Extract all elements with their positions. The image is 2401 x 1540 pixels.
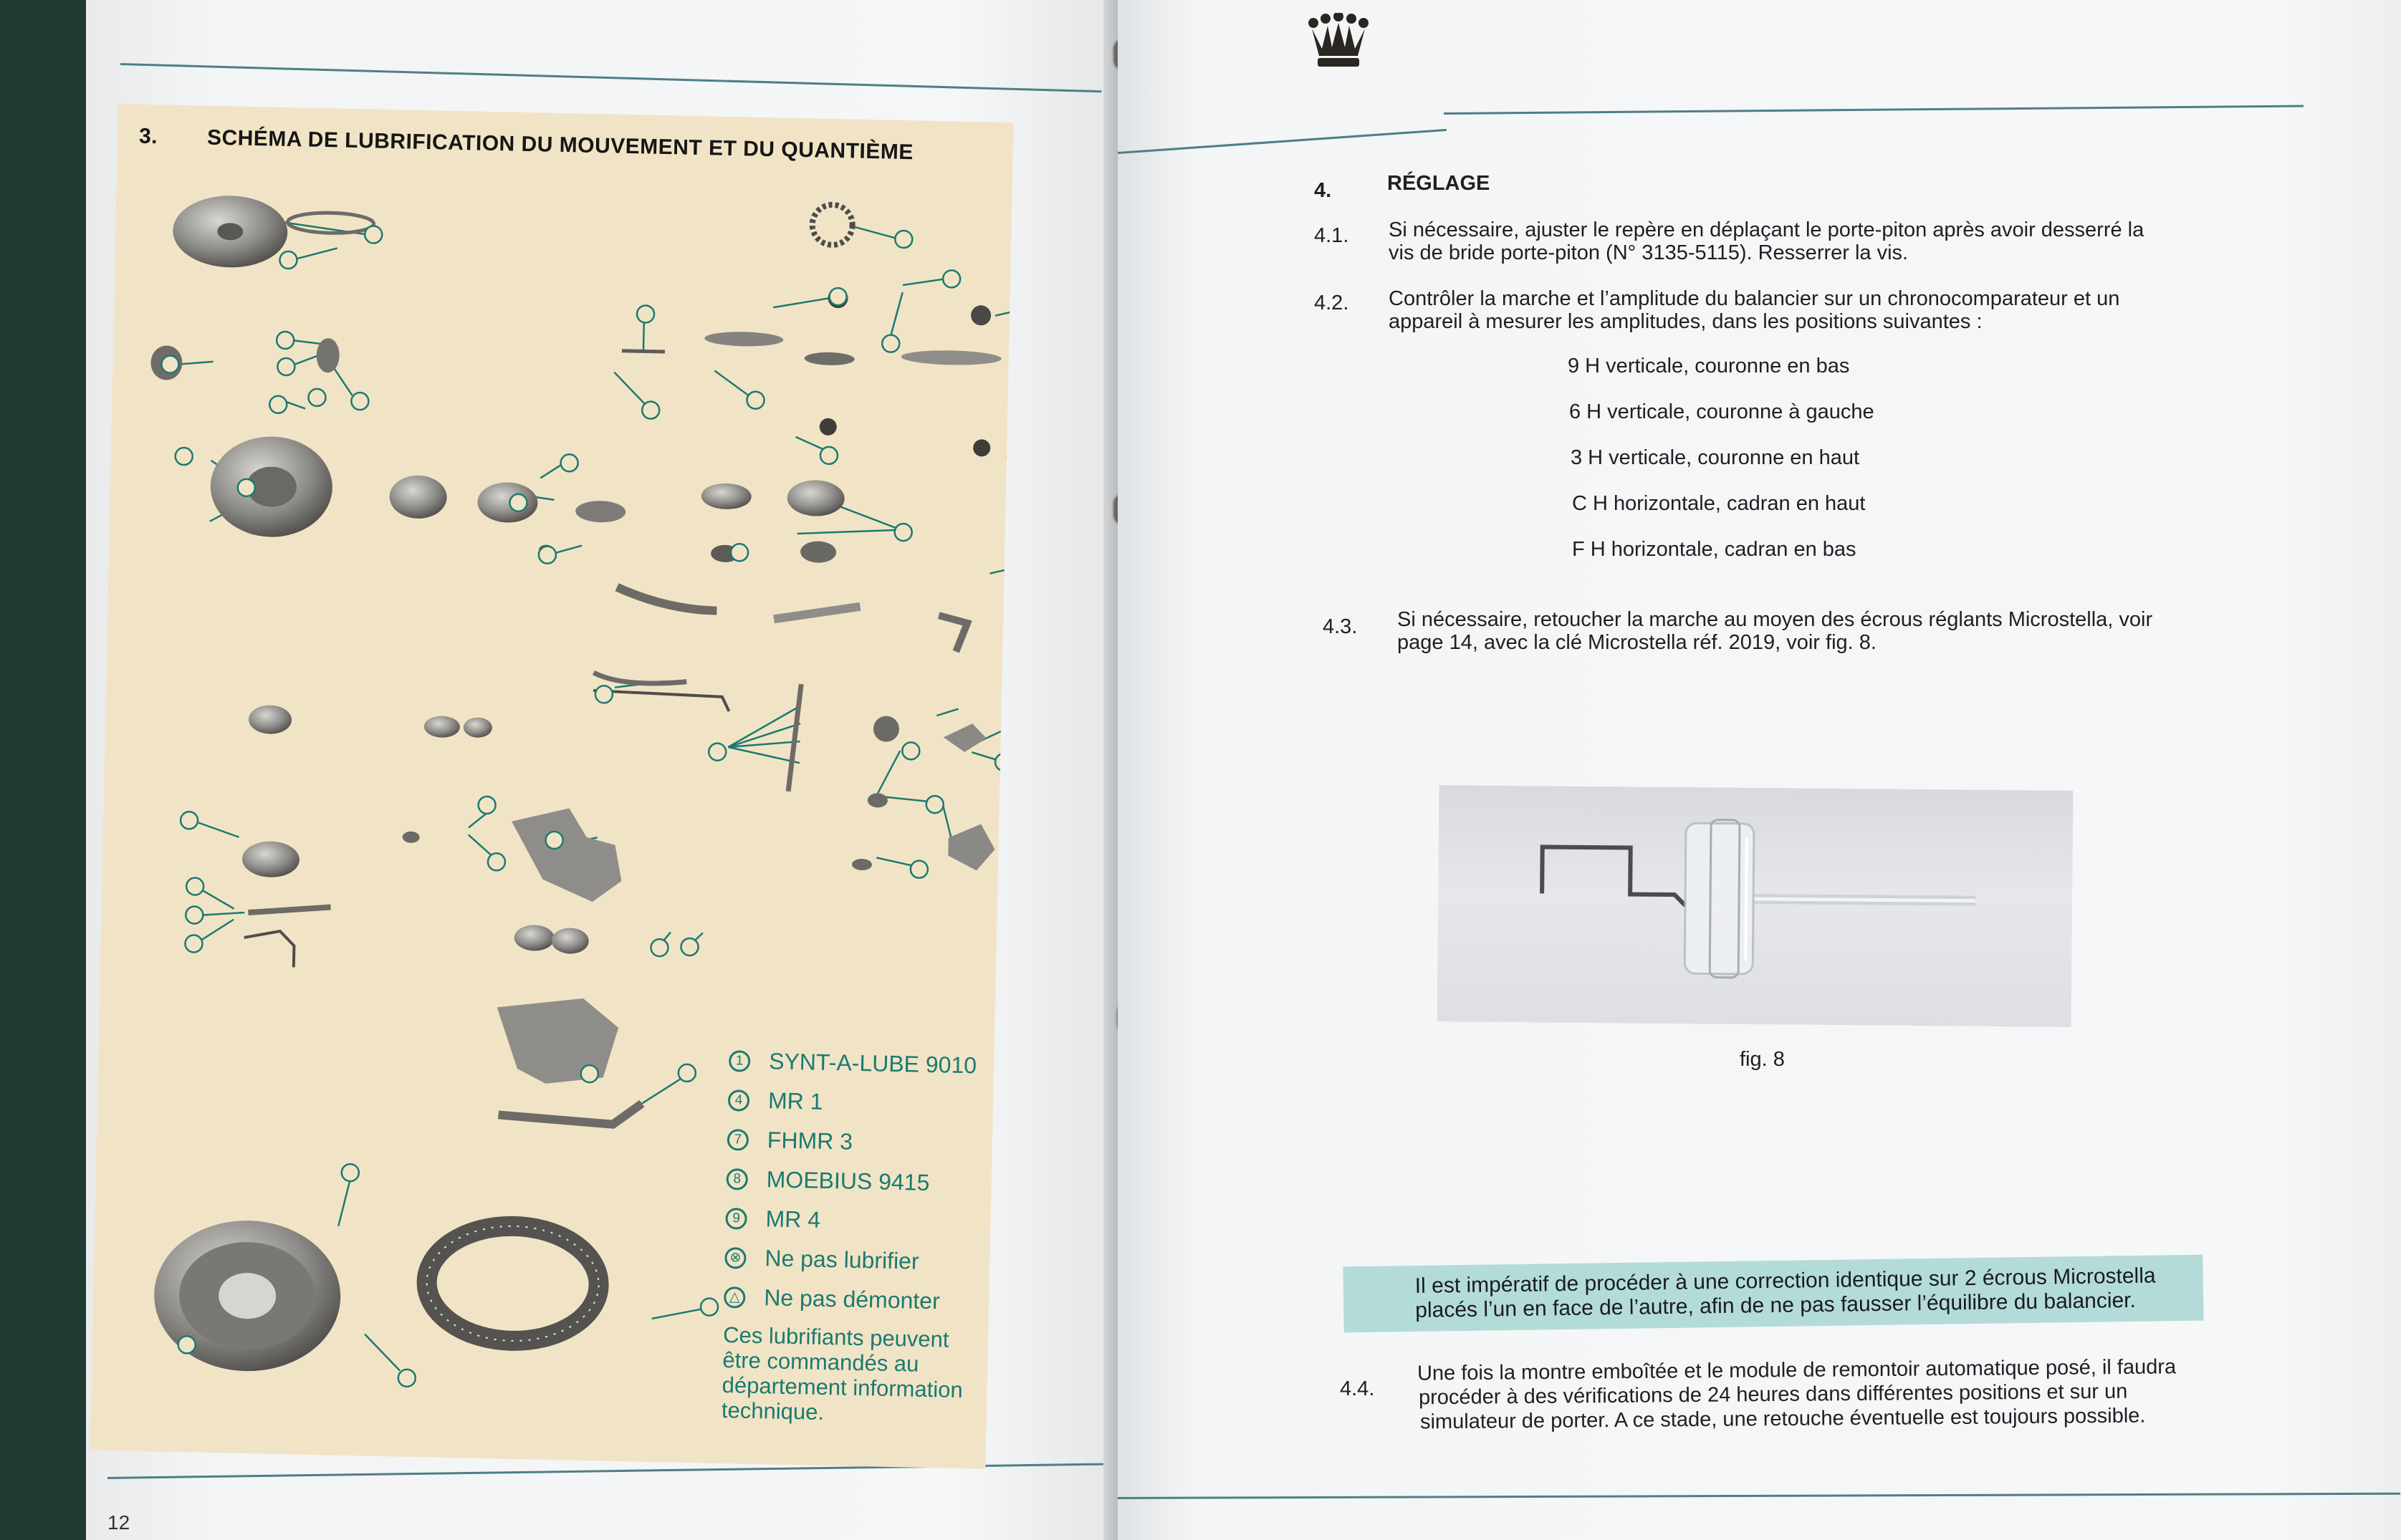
- item-text: page 14, avec la clé Microstella réf. 2019, voir fig. 8.: [1397, 631, 1877, 654]
- microstella-key-icon: [1437, 785, 2074, 1027]
- legend-item: [727, 1120, 985, 1165]
- item-text: Si nécessaire, ajuster le repère en déplaçant le porte-piton après avoir desserré la: [1389, 218, 2144, 241]
- lubrication-schema-panel: [90, 104, 1014, 1469]
- oil-number-icon: 4: [728, 1089, 750, 1112]
- legend-item: [729, 1041, 987, 1086]
- oil-number-icon: 9: [725, 1208, 747, 1230]
- lubricant-legend: [722, 1041, 987, 1428]
- position-line: 9 H verticale, couronne en bas: [1568, 355, 1850, 377]
- item-text: Si nécessaire, retoucher la marche au moyen des écrous réglants Microstella, voir: [1397, 608, 2153, 631]
- schema-title: SCHÉMA DE LUBRIFICATION DU MOUVEMENT ET DU QUANTIÈME: [206, 125, 914, 165]
- position-line: 3 H verticale, couronne en haut: [1571, 446, 1860, 469]
- do-not-disassemble-icon: △: [724, 1286, 746, 1309]
- legend-label: Ne pas lubrifier: [765, 1245, 919, 1274]
- warning-callout: [1343, 1255, 2203, 1333]
- figure-8-microstella-key-photo: [1437, 785, 2074, 1027]
- no-lubricate-icon: ⊗: [724, 1247, 747, 1269]
- legend-label: Ne pas démonter: [763, 1284, 941, 1314]
- item-text: appareil à mesurer les amplitudes, dans les positions suivantes :: [1389, 310, 1983, 333]
- item-text: procéder à des vérifications de 24 heures dans différentes positions et sur un: [1418, 1380, 2128, 1410]
- oil-number-icon: 7: [727, 1129, 749, 1151]
- legend-label: FHMR 3: [767, 1127, 853, 1155]
- callout-line: Il est impératif de procéder à une correction identique sur 2 écrous Microstella: [1414, 1264, 2156, 1298]
- item-text: Une fois la montre emboîtée et le module de remontoir automatique posé, il faudra: [1417, 1355, 2177, 1385]
- legend-item: [724, 1277, 982, 1322]
- legend-label: MOEBIUS 9415: [766, 1166, 930, 1196]
- page-number-left: 12: [107, 1511, 130, 1534]
- schema-section-number: 3.: [138, 124, 158, 149]
- legend-label: MR 1: [767, 1087, 823, 1115]
- legend-item: [727, 1080, 986, 1125]
- legend-note: Ces lubrifiants peuvent être commandés au département information technique.: [721, 1322, 964, 1425]
- item-number: 4.1.: [1314, 224, 1349, 247]
- position-line: F H horizontale, cadran en bas: [1572, 538, 1856, 561]
- oil-number-icon: 8: [726, 1168, 748, 1190]
- legend-label: MR 4: [765, 1205, 821, 1233]
- position-line: 6 H verticale, couronne à gauche: [1569, 400, 1874, 423]
- item-number: 4.3.: [1323, 615, 1358, 638]
- section-title: RÉGLAGE: [1387, 172, 1490, 195]
- legend-item: [726, 1159, 984, 1204]
- item-text: vis de bride porte-piton (N° 3135-5115). Resserrer la vis.: [1389, 241, 1909, 264]
- legend-item: [725, 1198, 984, 1243]
- legend-item: [724, 1238, 983, 1283]
- figure-caption: fig. 8: [1740, 1048, 1785, 1071]
- callout-line: placés l’un en face de l’autre, afin de ne pas fausser l’équilibre du balancier.: [1415, 1288, 2137, 1322]
- item-text: Contrôler la marche et l’amplitude du balancier sur un chronocomparateur et un: [1389, 287, 2120, 310]
- section-number: 4.: [1314, 179, 1332, 202]
- legend-label: SYNT-A-LUBE 9010: [768, 1048, 977, 1079]
- oil-number-icon: 1: [729, 1050, 751, 1072]
- position-line: C H horizontale, cadran en haut: [1572, 492, 1866, 515]
- item-number: 4.2.: [1314, 292, 1349, 314]
- crown-icon: [1308, 13, 1369, 70]
- item-text: simulateur de porter. A ce stade, une retouche éventuelle est toujours possible.: [1419, 1404, 2146, 1434]
- item-number: 4.4.: [1340, 1377, 1375, 1400]
